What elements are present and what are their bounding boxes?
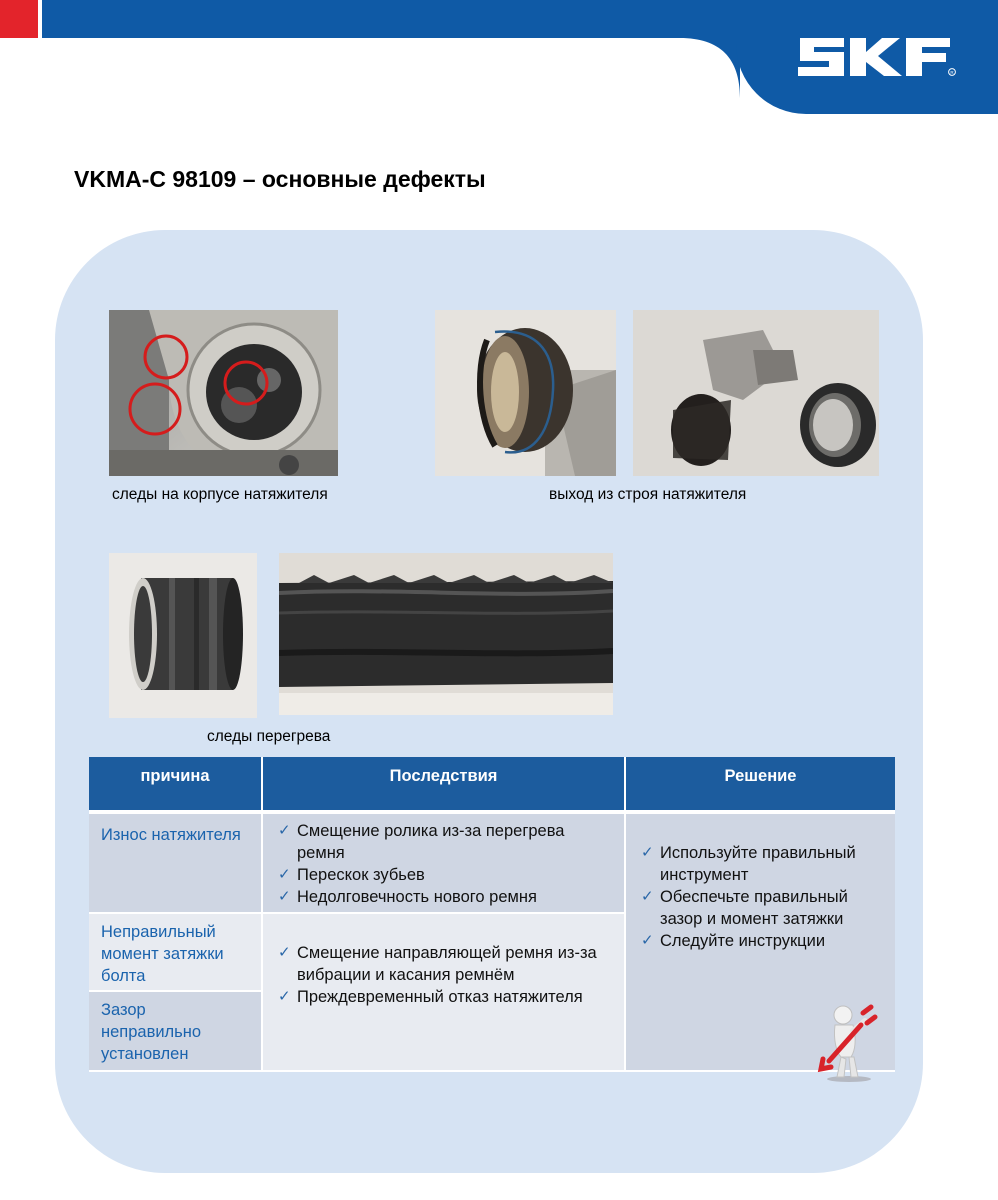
- consequences-torque-gap: [263, 914, 624, 1070]
- consequence-item: ✓ Недолговечность нового ремня: [275, 886, 614, 908]
- caption-housing-marks: следы на корпусе натяжителя: [112, 486, 328, 503]
- caption-overheat: следы перегрева: [207, 728, 331, 745]
- overheat-belt-photo: [279, 553, 613, 715]
- caption-tensioner-failure: выход из строя натяжителя: [549, 486, 747, 503]
- consequence-item: ✓ Смещение ролика из-за перегрева ремня: [275, 820, 614, 864]
- page-title: VKMA-C 98109 – основные дефекты: [74, 166, 486, 192]
- red-corner-block: [0, 0, 38, 38]
- solution-item: ✓ Обеспечьте правильный зазор и момент затяжки: [638, 886, 887, 930]
- header-solution: Решение: [626, 757, 895, 810]
- svg-text:R: R: [950, 70, 954, 75]
- cause-wear: Износ натяжителя: [89, 814, 261, 912]
- consequences-wear: [263, 814, 624, 912]
- header-cause: причина: [89, 757, 261, 810]
- solution-item: ✓ Следуйте инструкции: [638, 930, 887, 952]
- cause-gap: Зазор неправильно установлен: [89, 992, 261, 1070]
- tensioner-failure-photo-1: [435, 310, 616, 476]
- consequence-item: ✓ Преждевременный отказ натяжителя: [275, 986, 614, 1008]
- mechanic-with-wrench-icon: [817, 1003, 883, 1083]
- header-band-curve: [680, 38, 740, 98]
- housing-marks-photo: [109, 310, 338, 476]
- tensioner-failure-photo-2: [633, 310, 879, 476]
- skf-logo: [796, 36, 956, 78]
- consequence-item: ✓ Перескок зубьев: [275, 864, 614, 886]
- consequence-item: ✓ Смещение направляющей ремня из-за вибрации и касания ремнём: [275, 942, 614, 986]
- header-consequences: Последствия: [263, 757, 624, 810]
- overheat-roller-photo: [109, 553, 257, 718]
- cause-torque: Неправильный момент затяжки болта: [89, 914, 261, 990]
- solution-item: ✓ Используйте правильный инструмент: [638, 842, 887, 886]
